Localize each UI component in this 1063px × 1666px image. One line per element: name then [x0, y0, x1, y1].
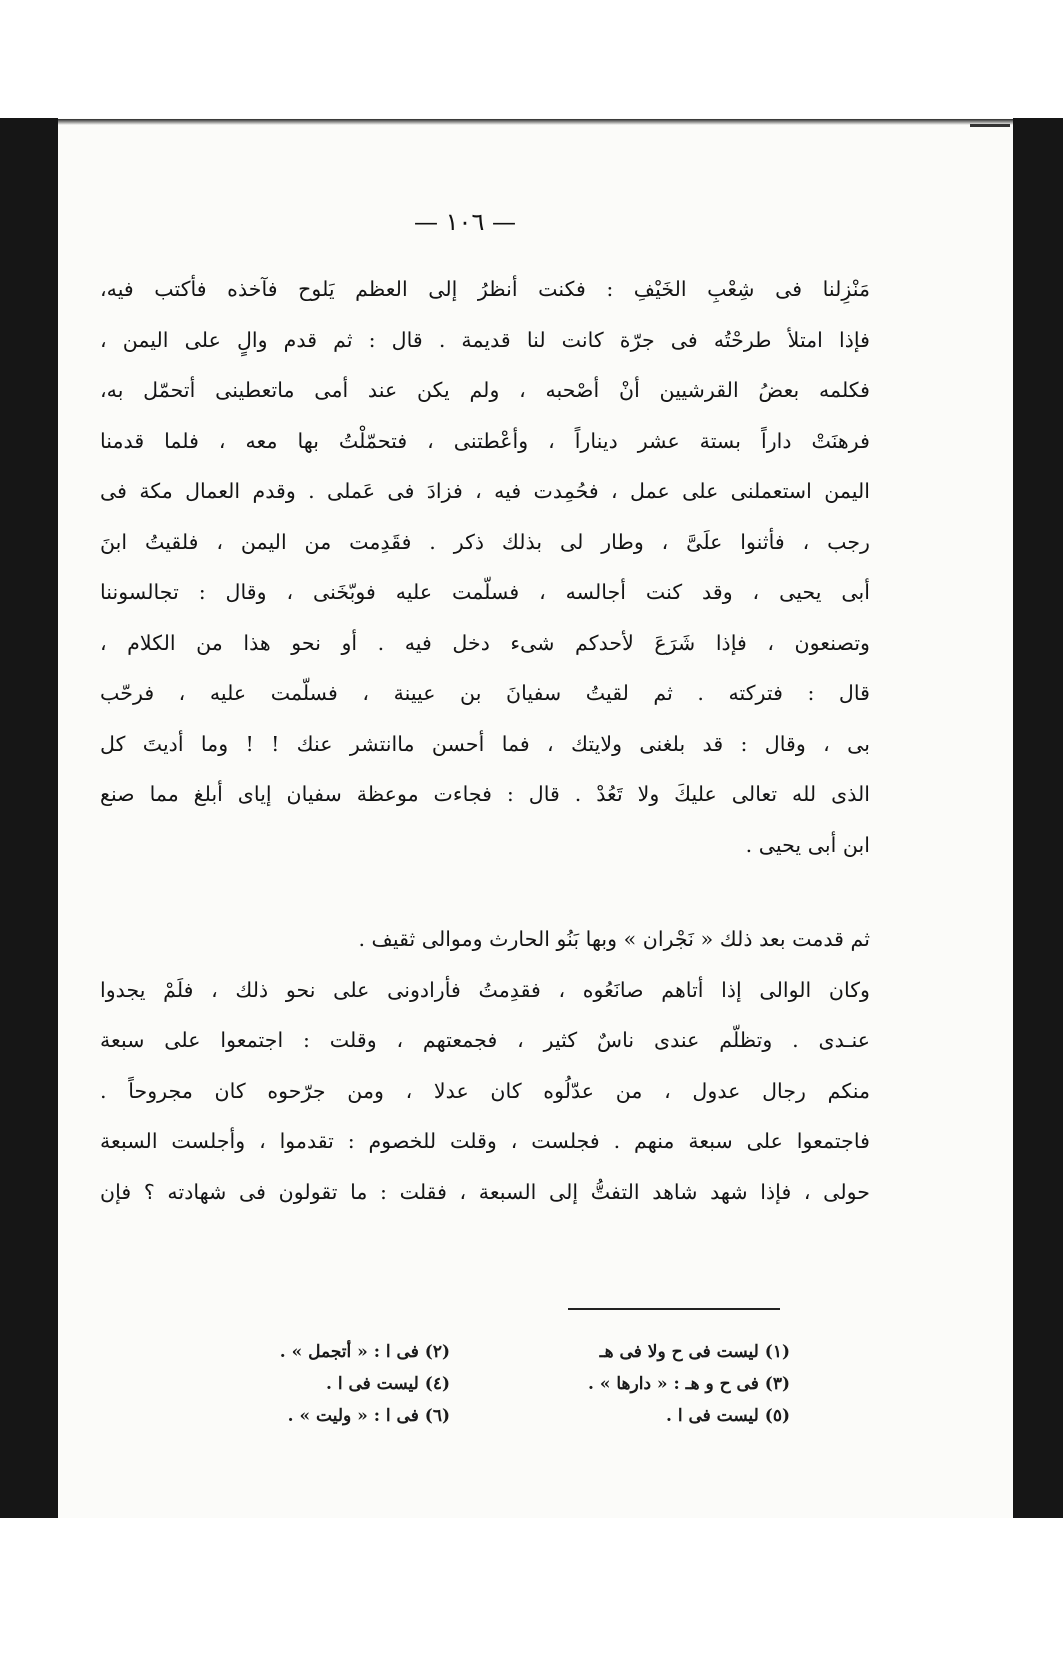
footnote: (٣) فى ح و هـ : « دارها » .: [587, 1374, 790, 1394]
text-line: رجب ، فأثنوا علَىَّ ، وطار لى بذلك ذكر . فقَدِمت من اليمن ، فلقيتُ ابنَ: [100, 529, 870, 554]
scan-mark: [970, 124, 1010, 127]
footnotes-left-column: [180, 1336, 450, 1432]
footnotes-right-column: [520, 1336, 790, 1432]
text-line: مَنْزِلنا فى شِعْبِ الخَيْفِ : فكنت أنظرُ إلى العظم يَلوح فآخذه فأكتب فيه،: [100, 277, 870, 301]
text-line: وتصنعون ، فإذا شَرَعَ لأحدكم شىء دخل فيه . أو نحو هذا من الكلام ،: [100, 630, 870, 655]
footnote: (٢) فى ا : « أتجمل » .: [279, 1342, 450, 1362]
text-line: عنـدى . وتظلّم عندى ناسٌ كثير ، فجمعتهم ، وقلت : اجتمعوا على سبعة: [100, 1028, 870, 1052]
text-line: ثم قدمت بعد ذلك « نَجْران » وبها بَنُو الحارث وموالى ثقيف .: [358, 927, 870, 951]
text-line: اليمن استعملنى على عمل ، فحُمِدت فيه ، فزادَ فى عَملى . وقدم العمال مكة فى: [100, 479, 870, 503]
text-line: حولى ، فإذا شهد شاهد التفتُّ إلى السبعة ، فقلت : ما تقولون فى شهادته ؟ فإن: [100, 1179, 870, 1204]
text-line: الذى لله تعالى عليكَ ولا تَعُدْ . قال : فجاءت موعظة سفيان إياى أبلغ مما صنع: [100, 782, 870, 806]
page-top-edge: [58, 119, 1013, 125]
footnote: (٦) فى ا : « وليت » .: [287, 1406, 450, 1426]
text-line: وكان الوالى إذا أتاهم صانَعُوه ، فقدِمتُ فأرادونى على نحو ذلك ، فلَمْ يجدوا: [100, 977, 870, 1002]
text-line: فرهنَتْ داراً بستة عشر ديناراً ، وأعْطتنى ، فتحمّلْتُ بها معه ، فلما قدمنا: [100, 428, 870, 453]
page-number: — ١٠٦ —: [414, 208, 516, 236]
text-line: فاجتمعوا على سبعة منهم . فجلست ، وقلت للخصوم : تقدموا ، وأجلست السبعة: [100, 1129, 870, 1153]
paragraph-2: [100, 914, 870, 1217]
text-line: فإذا امتلأ طرحْتُه فى جرّة كانت لنا قديمة . قال : ثم قدم والٍ على اليمن ،: [100, 327, 870, 352]
text-line: قال : فتركته . ثم لقيتُ سفيانَ بن عيينة ، فسلّمت عليه ، فرحّب: [100, 681, 870, 705]
footnote: (٤) ليست فى ا .: [325, 1374, 450, 1394]
footnote: (١) ليست فى ح ولا فى هـ: [599, 1342, 790, 1362]
paragraph-1: [100, 264, 870, 870]
text-line: بى ، وقال : قد بلغنى ولايتك ، فما أحسن ماانتشر عنك ! ! وما أديتَ كل: [100, 731, 870, 756]
footnote-separator: [568, 1308, 780, 1310]
text-line: أبى يحيى ، وقد كنت أجالسه ، فسلّمت عليه فوبّخَنى ، وقال : تجالسوننا: [100, 580, 870, 604]
text-line: ابن أبى يحيى .: [745, 832, 870, 857]
text-line: فكلمه بعضُ القرشيين أنْ أصْحبه ، ولم يكن عند أمى ماتعطينى أتحمّل به،: [100, 378, 870, 402]
footnote: (٥) ليست فى ا .: [665, 1406, 790, 1426]
text-line: منكم رجال عدول ، من عدّلُوه كان عدلا ، ومن جرّحوه كان مجروحاً .: [100, 1078, 870, 1103]
main-text: [100, 264, 870, 1217]
